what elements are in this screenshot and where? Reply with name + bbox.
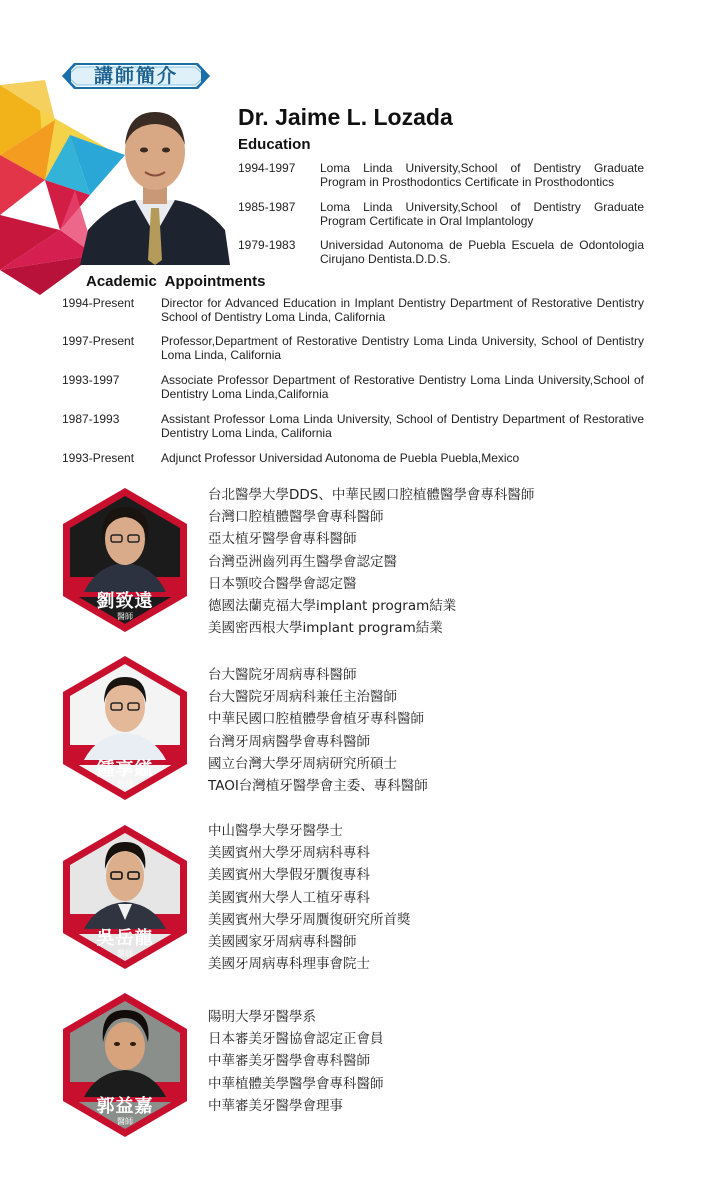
appointment-years: 1997-Present: [62, 334, 135, 348]
credential-line: 台灣亞洲齒列再生醫學會認定醫: [208, 553, 397, 570]
appointment-text: Associate Professor Department of Restorative Dentistry Loma Linda University,School of Dentistry Loma Linda,California: [161, 373, 644, 401]
credential-line: 台北醫學大學DDS、中華民國口腔植體醫學會專科醫師: [208, 487, 535, 503]
appointments-heading: Academic Appointments: [86, 273, 266, 290]
appointment-text: Director for Advanced Education in Implant Dentistry Department of Restorative Dentistry School of Dentistry Loma Linda, California: [161, 296, 644, 324]
instructor-name: 鍾享縊: [96, 759, 154, 780]
appointment-years: 1993-Present: [62, 451, 135, 465]
education-heading: Education: [238, 136, 311, 153]
speaker-name: Dr. Jaime L. Lozada: [238, 104, 453, 130]
appointment-text: Assistant Professor Loma Linda University, School of Dentistry Department of Restorative Dentistry Loma Linda, California: [161, 412, 644, 440]
instructor-card: [62, 824, 188, 970]
instructor-role: 醫師: [117, 612, 133, 621]
credential-line: 中山醫學大學牙醫學士: [208, 823, 343, 839]
credential-line: 美國密西根大學implant program結業: [208, 620, 443, 637]
credential-line: 美國賓州大學牙周贋復研究所首獎: [208, 911, 411, 928]
credential-line: 日本審美牙醫協會認定正會員: [208, 1031, 384, 1048]
credential-line: 亞太植牙醫學會專科醫師: [208, 531, 357, 548]
credential-line: 中華植體美學醫學會專科醫師: [208, 1075, 384, 1092]
section-title: 講師簡介: [93, 65, 178, 87]
education-text: Universidad Autonoma de Puebla Escuela de Odontologia Cirujano Dentista.D.D.S.: [320, 238, 644, 266]
appointment-text: Professor,Department of Restorative Dentistry Loma Linda University, School of Dentistry Loma Linda, California: [161, 334, 644, 362]
education-years: 1979-1983: [238, 238, 296, 252]
instructor-card: [62, 992, 188, 1138]
main-speaker-photo: [80, 100, 230, 265]
instructor-card: [62, 655, 188, 801]
credential-line: 德國法蘭克福大學implant program結業: [208, 598, 457, 615]
instructor-credentials: [208, 664, 648, 797]
credential-line: TAOI台灣植牙醫學會主委、專科醫師: [208, 778, 428, 795]
credential-line: 陽明大學牙醫學系: [208, 1009, 316, 1025]
education-years: 1985-1987: [238, 200, 296, 214]
credential-line: 台大醫院牙周病專科醫師: [208, 667, 357, 683]
credential-line: 美國賓州大學假牙贋復專科: [208, 867, 370, 884]
instructor-credentials: [208, 820, 648, 975]
appointment-years: 1994-Present: [62, 296, 135, 310]
credential-line: 美國賓州大學牙周病科專科: [208, 845, 370, 862]
instructor-role: 醫師: [117, 1117, 133, 1126]
credential-line: 日本顎咬合醫學會認定醫: [208, 575, 357, 592]
credential-line: 台大醫院牙周病科兼任主治醫師: [208, 689, 397, 706]
credential-line: 中華審美牙醫學會專科醫師: [208, 1053, 370, 1070]
credential-line: 美國賓州大學人工植牙專科: [208, 889, 370, 906]
education-text: Loma Linda University,School of Dentistry Graduate Program Certificate in Oral Implantology: [320, 200, 644, 228]
instructor-role: 醫師: [117, 949, 133, 958]
credential-line: 中華審美牙醫學會理事: [208, 1097, 343, 1114]
credential-line: 台灣牙周病醫學會專科醫師: [208, 733, 370, 750]
credential-line: 美國國家牙周病專科醫師: [208, 934, 357, 951]
instructor-credentials: [208, 1006, 648, 1117]
appointment-years: 1993-1997: [62, 373, 120, 387]
education-years: 1994-1997: [238, 161, 296, 175]
credential-line: 美國牙周病專科理事會院士: [208, 956, 370, 973]
appointment-years: 1987-1993: [62, 412, 120, 426]
education-text: Loma Linda University,School of Dentistry Graduate Program in Prosthodontics Certificate in Prosthodontics: [320, 161, 644, 189]
instructor-name: 劉致遠: [96, 591, 154, 612]
credential-line: 國立台灣大學牙周病研究所碩士: [208, 755, 397, 772]
credential-line: 台灣口腔植體醫學會專科醫師: [208, 509, 384, 526]
instructor-name: 吳岳龍: [96, 928, 154, 949]
instructor-card: [62, 487, 188, 633]
credential-line: 中華民國口腔植體學會植牙專科醫師: [208, 711, 424, 728]
instructor-credentials: [208, 484, 648, 639]
instructor-name: 郭益嘉: [96, 1096, 154, 1117]
appointment-text: Adjunct Professor Universidad Autonoma de Puebla Puebla,Mexico: [161, 451, 520, 465]
instructor-role: 醫師: [117, 780, 133, 789]
